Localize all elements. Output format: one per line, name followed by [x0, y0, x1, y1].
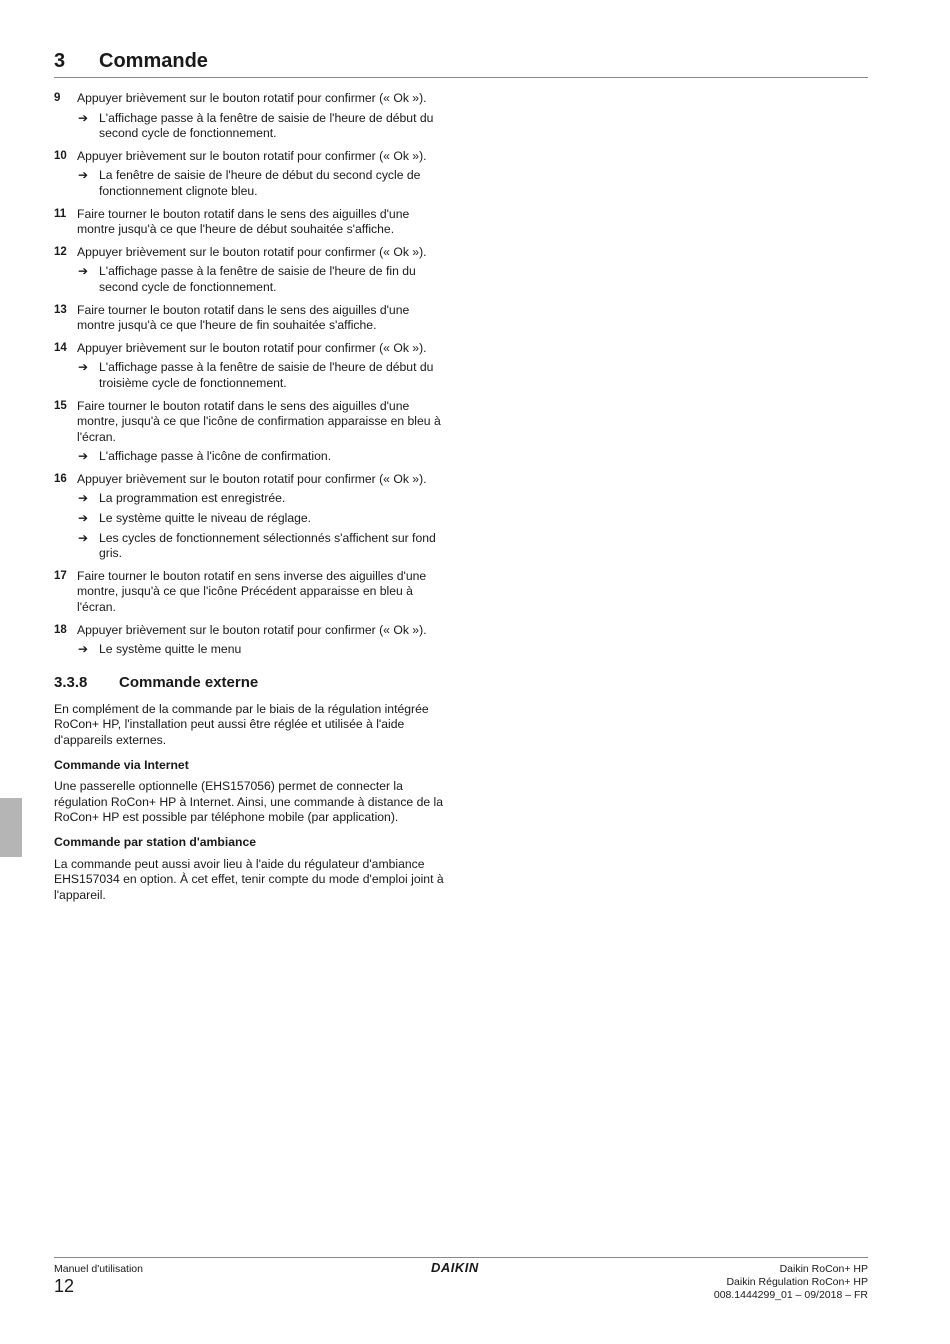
right-arrow-icon: ➔ — [78, 110, 89, 125]
step-result-text: L'affichage passe à la fenêtre de saisie de l'heure de début du second cycle de fonctionnement. — [99, 110, 434, 141]
step-item — [54, 569, 449, 616]
step-results — [77, 449, 449, 465]
section-number: 3.3.8 — [54, 673, 88, 691]
step-results — [77, 168, 449, 199]
step-item — [54, 245, 449, 296]
step-number: 15 — [54, 399, 67, 412]
chapter-title: Commande — [99, 50, 208, 72]
step-result — [77, 168, 449, 199]
step-result — [77, 642, 449, 658]
step-results — [77, 642, 449, 658]
step-results — [77, 491, 449, 561]
footer-product-line-1: Daikin RoCon+ HP — [779, 1263, 868, 1275]
step-result-text: Les cycles de fonctionnement sélectionnés s'affichent sur fond gris. — [99, 530, 436, 561]
step-results — [77, 264, 449, 295]
page-number: 12 — [54, 1276, 75, 1296]
right-arrow-icon: ➔ — [78, 530, 89, 545]
right-arrow-icon: ➔ — [78, 264, 89, 279]
step-number: 17 — [54, 569, 67, 582]
step-result — [77, 360, 449, 391]
step-result — [77, 111, 449, 142]
section-intro: En complément de la commande par le biais de la régulation intégrée RoCon+ HP, l'installation peut aussi être réglée et utilisée à l'aide d'appareils externes. — [54, 701, 429, 747]
step-result — [77, 491, 449, 507]
section-heading — [54, 675, 449, 695]
step-result-text: Le système quitte le niveau de réglage. — [99, 511, 312, 526]
right-arrow-icon: ➔ — [78, 491, 89, 506]
footer-product-info — [714, 1263, 868, 1302]
step-text: Faire tourner le bouton rotatif dans le sens des aiguilles d'une montre, jusqu'à ce que l'icône de confirmation apparaisse en bleu à l'écran. — [77, 398, 441, 444]
section-title: Commande externe — [119, 673, 259, 691]
footer-product-line-2: Daikin Régulation RoCon+ HP — [726, 1276, 868, 1288]
step-item — [54, 623, 449, 658]
step-number: 16 — [54, 472, 67, 485]
step-result-text: La fenêtre de saisie de l'heure de début du second cycle de fonctionnement clignote bleu. — [99, 168, 421, 198]
step-number: 12 — [54, 245, 67, 258]
step-text: Appuyer brièvement sur le bouton rotatif pour confirmer (« Ok »). — [77, 244, 427, 259]
footer-divider — [54, 1257, 868, 1258]
step-text: Appuyer brièvement sur le bouton rotatif pour confirmer (« Ok »). — [77, 91, 427, 105]
step-text: Appuyer brièvement sur le bouton rotatif pour confirmer (« Ok »). — [77, 340, 427, 355]
right-arrow-icon: ➔ — [78, 511, 89, 526]
step-item — [54, 207, 449, 238]
main-content — [54, 91, 449, 903]
step-item — [54, 149, 449, 200]
step-result-text: L'affichage passe à la fenêtre de saisie de l'heure de fin du second cycle de fonctionnement. — [99, 264, 416, 294]
right-arrow-icon: ➔ — [78, 642, 89, 657]
side-tab-marker — [0, 798, 22, 857]
step-text: Appuyer brièvement sur le bouton rotatif pour confirmer (« Ok »). — [77, 622, 427, 637]
chapter-number: 3 — [54, 50, 66, 72]
step-number: 9 — [54, 92, 61, 104]
step-number: 13 — [54, 303, 67, 316]
step-text: Faire tourner le bouton rotatif en sens inverse des aiguilles d'une montre, jusqu'à ce que l'icône Précédent apparaisse en bleu à l'écran. — [77, 568, 427, 615]
step-number: 11 — [54, 207, 67, 220]
subheading-room-station: Commande par station d'ambiance — [54, 834, 257, 849]
step-text: Appuyer brièvement sur le bouton rotatif pour confirmer (« Ok »). — [77, 148, 427, 163]
daikin-logo: DAIKIN — [431, 1260, 479, 1275]
paragraph-internet: Une passerelle optionnelle (EHS157056) permet de connecter la régulation RoCon+ HP à Internet. Ainsi, une commande à distance de la RoCon+ HP est possible par téléphone mobile (par application). — [54, 779, 443, 825]
step-result-text: L'affichage passe à la fenêtre de saisie de l'heure de début du troisième cycle de fonctionnement. — [99, 360, 434, 390]
step-text: Faire tourner le bouton rotatif dans le sens des aiguilles d'une montre jusqu'à ce que l'heure de fin souhaitée s'affiche. — [77, 302, 410, 333]
step-results — [77, 360, 449, 391]
step-item — [54, 91, 449, 142]
subheading-internet: Commande via Internet — [54, 757, 189, 772]
step-item — [54, 472, 449, 562]
right-arrow-icon: ➔ — [78, 168, 89, 183]
step-item — [54, 303, 449, 334]
step-text: Faire tourner le bouton rotatif dans le sens des aiguilles d'une montre jusqu'à ce que l'heure de début souhaitée s'affiche. — [77, 206, 410, 237]
step-result-text: La programmation est enregistrée. — [99, 491, 286, 506]
step-result — [77, 531, 449, 562]
step-number: 18 — [54, 623, 67, 636]
steps-list — [54, 91, 449, 658]
step-result — [77, 264, 449, 295]
step-result — [77, 511, 449, 527]
step-number: 14 — [54, 341, 67, 354]
paragraph-room-station: La commande peut aussi avoir lieu à l'aide du régulateur d'ambiance EHS157034 en option. À cet effet, tenir compte du mode d'emploi joint à l'appareil. — [54, 856, 444, 902]
right-arrow-icon: ➔ — [78, 449, 89, 464]
step-results — [77, 111, 449, 142]
step-text: Appuyer brièvement sur le bouton rotatif pour confirmer (« Ok »). — [77, 471, 427, 486]
step-result-text: Le système quitte le menu — [99, 642, 242, 657]
right-arrow-icon: ➔ — [78, 360, 89, 375]
footer-doc-type: Manuel d'utilisation — [54, 1263, 143, 1275]
footer-doc-ref: 008.1444299_01 – 09/2018 – FR — [713, 1289, 868, 1301]
step-result — [77, 449, 449, 465]
step-item — [54, 341, 449, 392]
chapter-header — [54, 48, 868, 78]
step-result-text: L'affichage passe à l'icône de confirmation. — [99, 449, 332, 464]
step-number: 10 — [54, 149, 67, 162]
step-item — [54, 399, 449, 465]
